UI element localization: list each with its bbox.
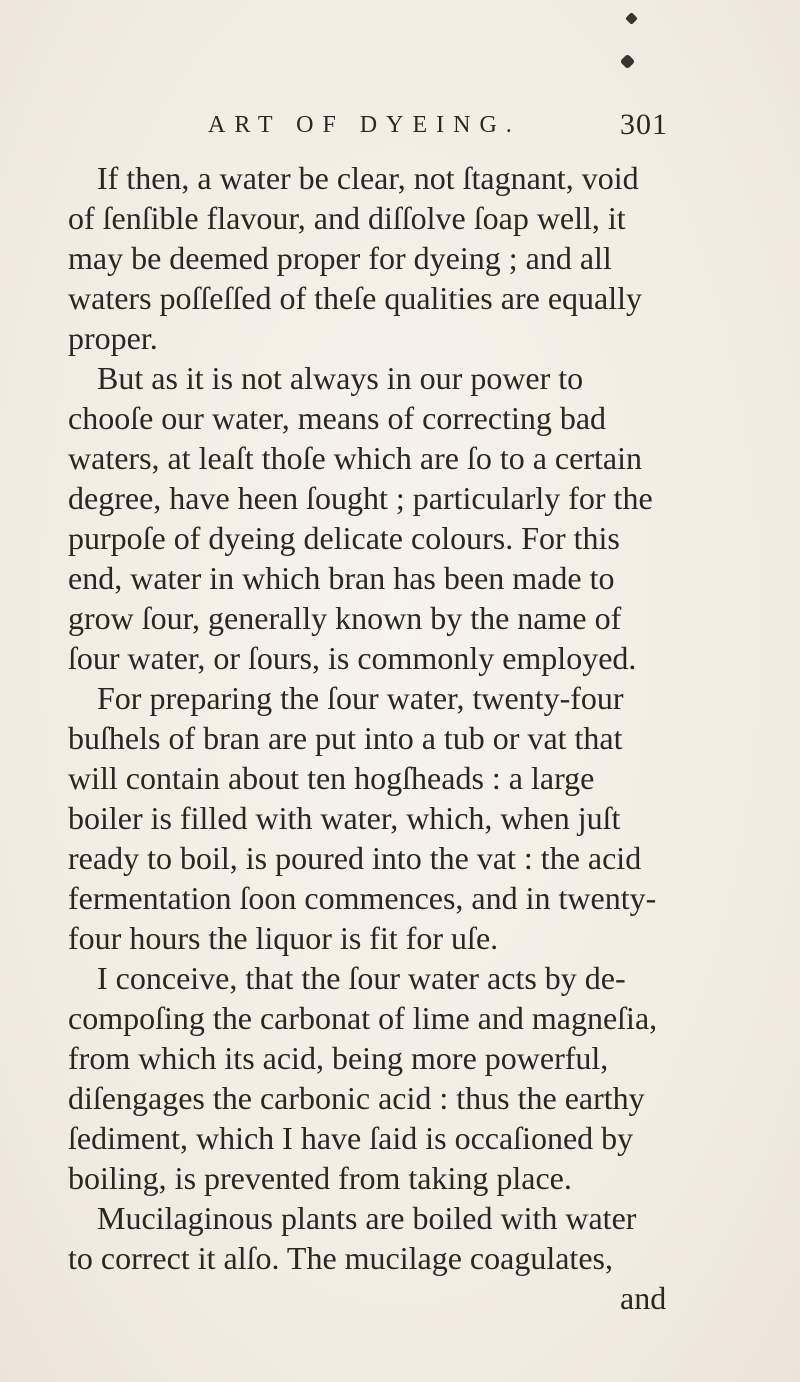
text-line: compoſing the carbonat of lime and magneſia, bbox=[68, 1000, 658, 1036]
text-line: boiler is filled with water, which, when juſt bbox=[68, 800, 621, 836]
text-line: will contain about ten hogſheads : a large bbox=[68, 760, 595, 796]
catchword: and bbox=[620, 1280, 667, 1316]
text-line: For preparing the ſour water, twenty-four bbox=[97, 680, 624, 716]
ink-blot-ornament-2 bbox=[620, 54, 636, 70]
page-header bbox=[0, 108, 800, 152]
text-line: Mucilaginous plants are boiled with water bbox=[97, 1200, 637, 1236]
text-line: from which its acid, being more powerful, bbox=[68, 1040, 609, 1076]
ink-blot-ornament bbox=[625, 12, 638, 25]
text-line: proper. bbox=[68, 320, 158, 356]
text-line: grow ſour, generally known by the name of bbox=[68, 600, 622, 636]
text-line: I conceive, that the ſour water acts by de- bbox=[97, 960, 626, 996]
text-line: of ſenſible flavour, and diſſolve ſoap well, it bbox=[68, 200, 626, 236]
text-line: boiling, is prevented from taking place. bbox=[68, 1160, 572, 1196]
text-line: diſengages the carbonic acid : thus the earthy bbox=[68, 1080, 645, 1116]
text-line: ſour water, or ſours, is commonly employed. bbox=[68, 640, 637, 676]
text-line: fermentation ſoon commences, and in twenty- bbox=[68, 880, 657, 916]
text-line: purpoſe of dyeing delicate colours. For this bbox=[68, 520, 620, 556]
running-title: ART OF DYEING. bbox=[208, 112, 521, 138]
text-line: waters, at leaſt thoſe which are ſo to a certain bbox=[68, 440, 642, 476]
text-line: ready to boil, is poured into the vat : the acid bbox=[68, 840, 642, 876]
text-line: four hours the liquor is fit for uſe. bbox=[68, 920, 499, 956]
text-line: may be deemed proper for dyeing ; and all bbox=[68, 240, 612, 276]
text-line: to correct it alſo. The mucilage coagulates, bbox=[68, 1240, 613, 1276]
text-line: end, water in which bran has been made to bbox=[68, 560, 615, 596]
text-line: But as it is not always in our power to bbox=[97, 360, 584, 396]
page-number: 301 bbox=[620, 108, 668, 141]
text-line: degree, have heen ſought ; particularly for the bbox=[68, 480, 653, 516]
text-line: chooſe our water, means of correcting bad bbox=[68, 400, 607, 436]
text-line: buſhels of bran are put into a tub or vat that bbox=[68, 720, 623, 756]
text-line: If then, a water be clear, not ſtagnant, void bbox=[97, 160, 639, 196]
text-line: waters poſſeſſed of theſe qualities are equally bbox=[68, 280, 642, 316]
text-line: ſediment, which I have ſaid is occaſioned by bbox=[68, 1120, 634, 1156]
